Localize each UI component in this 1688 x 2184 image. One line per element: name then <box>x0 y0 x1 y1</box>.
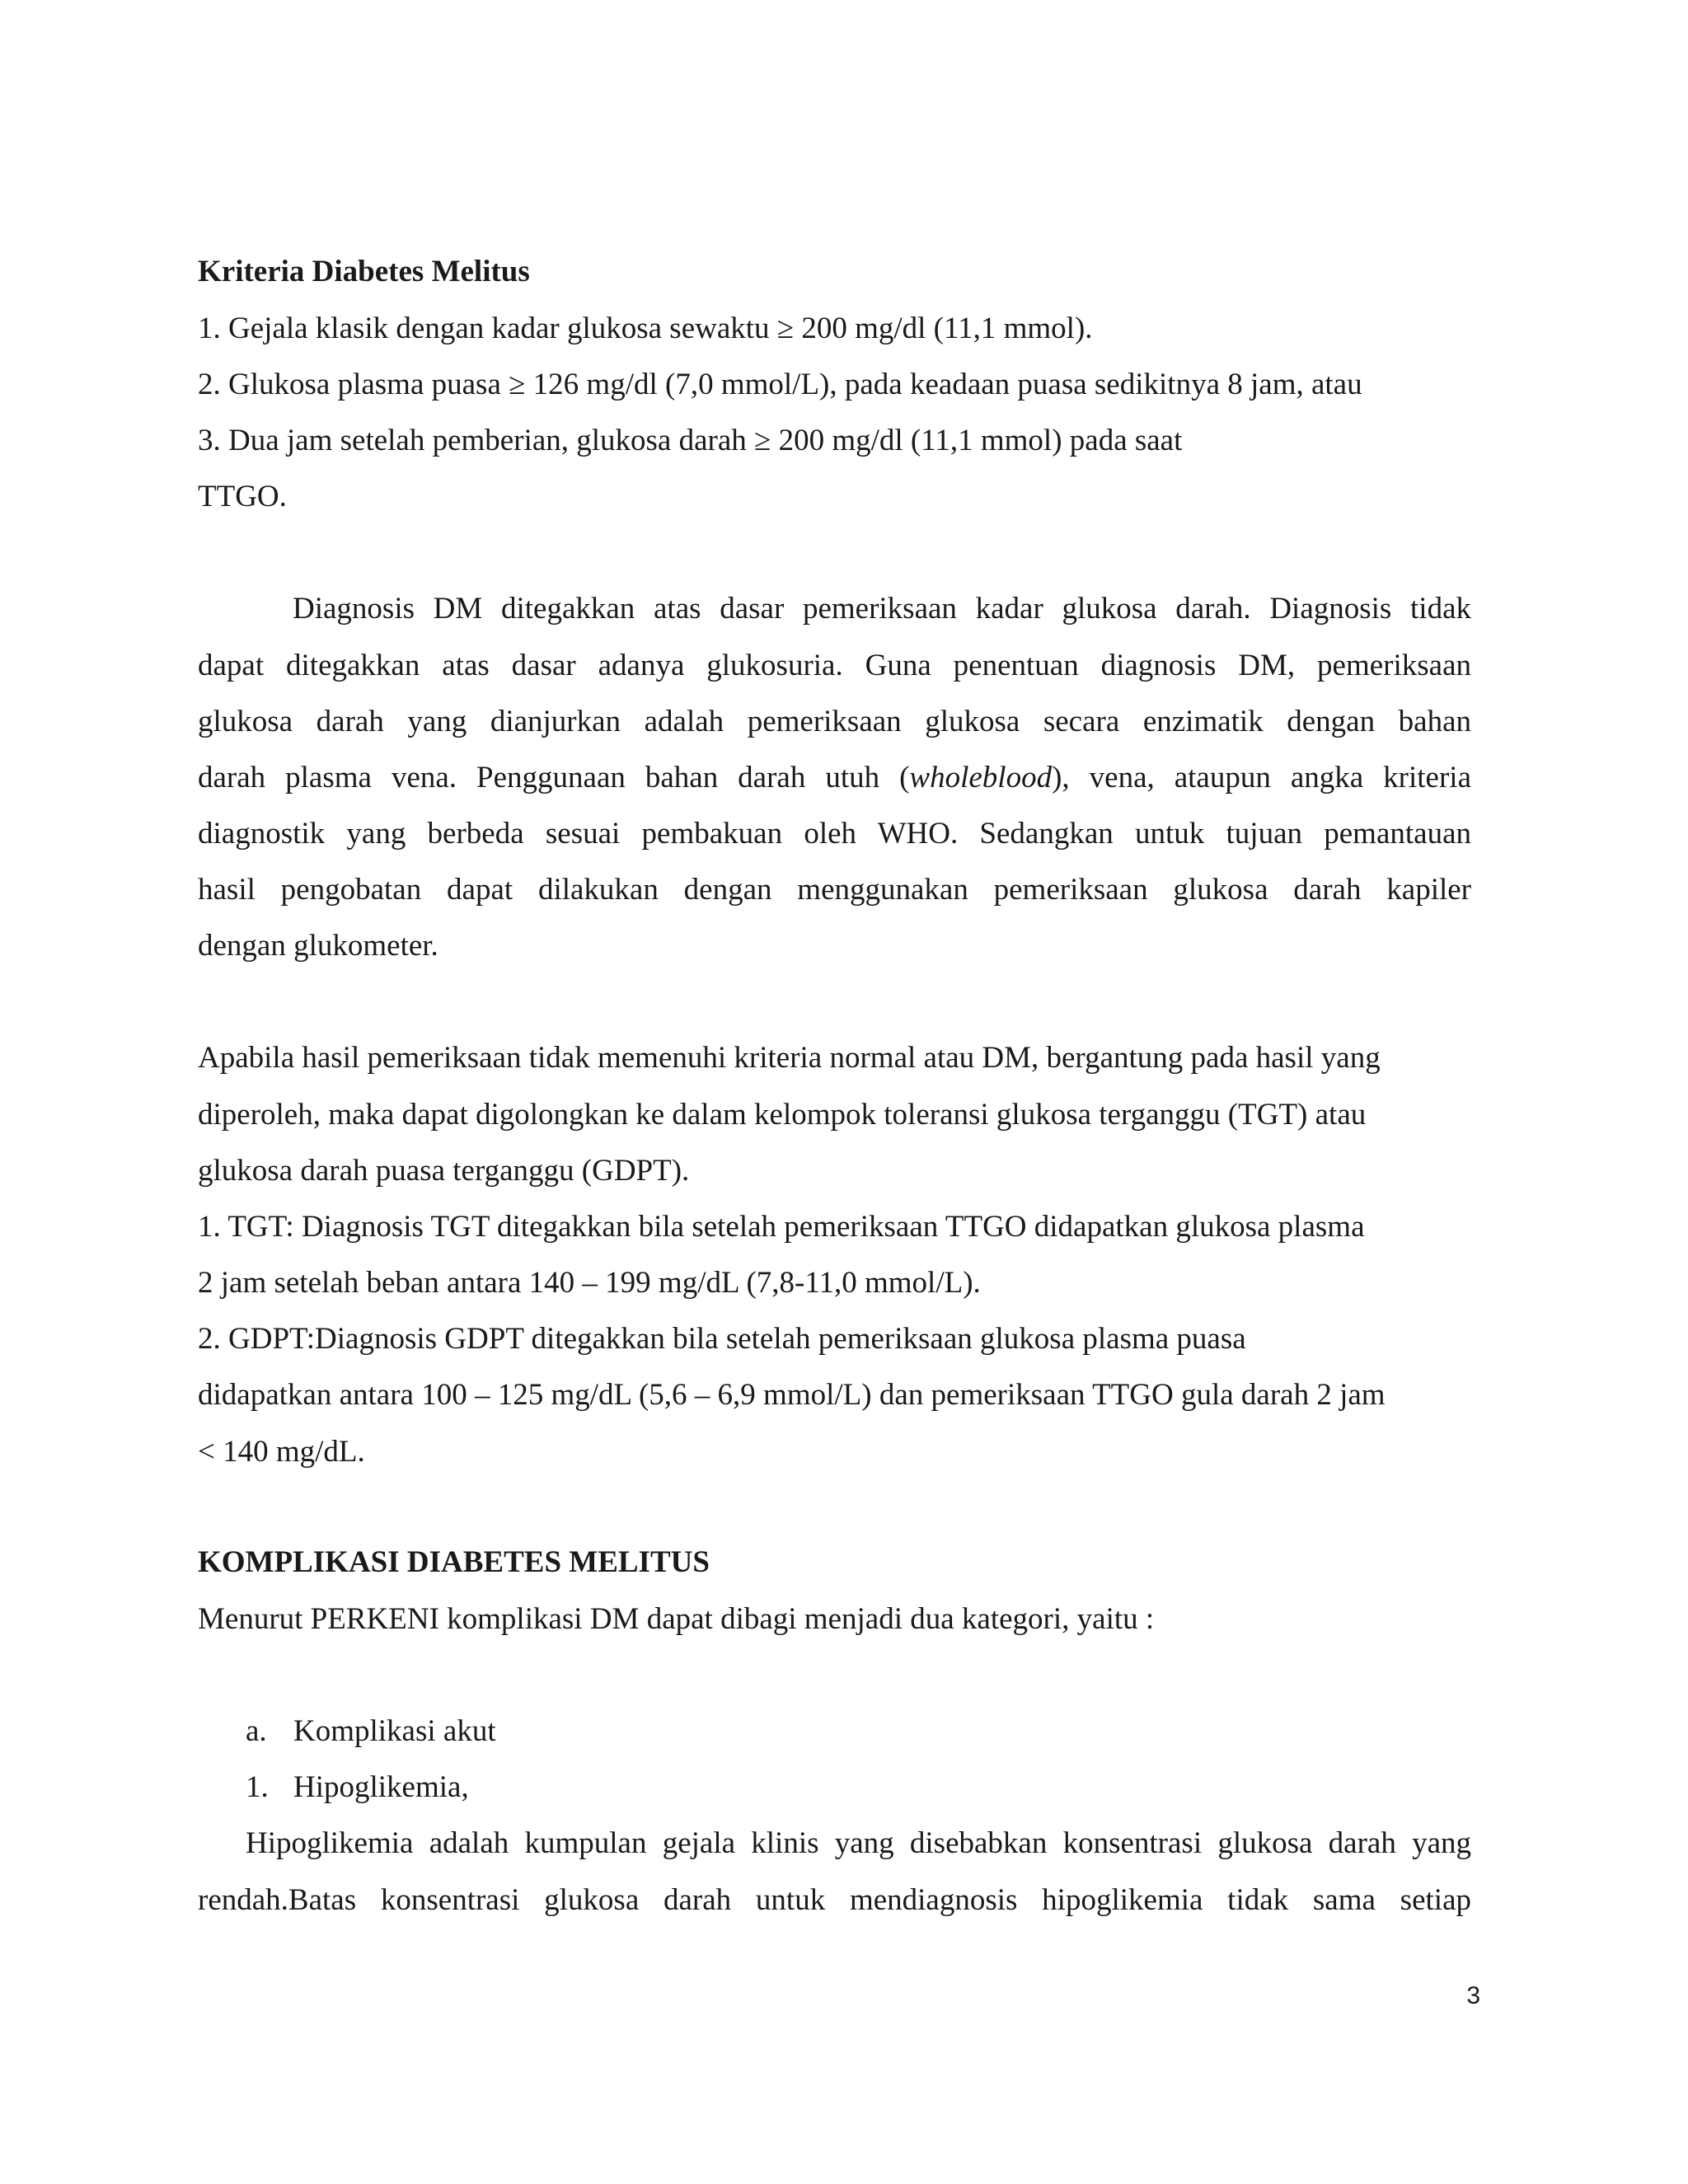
wholeblood-term: wholeblood <box>909 761 1053 794</box>
diagnosis-text: ), vena, ataupun angka kriteria <box>1052 761 1471 794</box>
tgt-item: 1. TGT: Diagnosis TGT ditegakkan bila setelah pemeriksaan TTGO didapatkan glukosa plasma <box>198 1210 1365 1244</box>
gdpt-item: 2. GDPT:Diagnosis GDPT ditegakkan bila setelah pemeriksaan glukosa plasma puasa <box>198 1322 1246 1356</box>
tgt-item-cont: 2 jam setelah beban antara 140 – 199 mg/dL (7,8-11,0 mmol/L). <box>198 1266 981 1300</box>
diagnosis-text: darah plasma vena. Penggunaan bahan darah utuh ( <box>198 761 910 794</box>
gdpt-item-cont: didapatkan antara 100 – 125 mg/dL (5,6 – 6,9 mmol/L) dan pemeriksaan TTGO gula darah 2 jam <box>198 1378 1386 1412</box>
criteria-heading: Kriteria Diabetes Melitus <box>198 255 530 288</box>
criteria-item-2: 2. Glukosa plasma puasa ≥ 126 mg/dl (7,0 mmol/L), pada keadaan puasa sedikitnya 8 jam, atau <box>198 368 1362 401</box>
gdpt-item-cont: < 140 mg/dL. <box>198 1435 365 1469</box>
criteria-item-1: 1. Gejala klasik dengan kadar glukosa sewaktu ≥ 200 mg/dl (11,1 mmol). <box>198 312 1093 345</box>
complications-intro: Menurut PERKENI komplikasi DM dapat dibagi menjadi dua kategori, yaitu : <box>198 1602 1155 1636</box>
tolerance-line: glukosa darah puasa terganggu (GDPT). <box>198 1154 690 1188</box>
diagnosis-line: Diagnosis DM ditegakkan atas dasar pemeriksaan kadar glukosa darah. Diagnosis tidak <box>293 592 1471 626</box>
page-number: 3 <box>1466 1982 1480 2009</box>
diagnosis-line: hasil pengobatan dapat dilakukan dengan menggunakan pemeriksaan glukosa darah kapiler <box>198 873 1471 907</box>
diagnosis-line: glukosa darah yang dianjurkan adalah pemeriksaan glukosa secara enzimatik dengan bahan <box>198 705 1471 738</box>
list-marker-a: a. <box>246 1714 267 1748</box>
tolerance-line: Apabila hasil pemeriksaan tidak memenuhi kriteria normal atau DM, bergantung pada hasil yang <box>198 1041 1381 1075</box>
complications-heading: KOMPLIKASI DIABETES MELITUS <box>198 1545 710 1579</box>
diagnosis-line: dapat ditegakkan atas dasar adanya glukosuria. Guna penentuan diagnosis DM, pemeriksaan <box>198 649 1471 682</box>
acute-complication-item: Komplikasi akut <box>293 1714 496 1748</box>
criteria-item-3-cont: TTGO. <box>198 480 287 513</box>
diagnosis-line <box>198 758 1471 798</box>
list-marker-1: 1. <box>246 1770 269 1804</box>
diagnosis-line: dengan glukometer. <box>198 929 438 963</box>
hypoglycemia-paragraph-line: Hipoglikemia adalah kumpulan gejala klinis yang disebabkan konsentrasi glukosa darah yang <box>246 1826 1471 1860</box>
criteria-item-3: 3. Dua jam setelah pemberian, glukosa darah ≥ 200 mg/dl (11,1 mmol) pada saat <box>198 424 1183 457</box>
hypoglycemia-item: Hipoglikemia, <box>293 1770 469 1804</box>
tolerance-line: diperoleh, maka dapat digolongkan ke dalam kelompok toleransi glukosa terganggu (TGT) atau <box>198 1098 1367 1132</box>
hypoglycemia-paragraph-line: rendah.Batas konsentrasi glukosa darah untuk mendiagnosis hipoglikemia tidak sama setiap <box>198 1883 1471 1917</box>
diagnosis-line: diagnostik yang berbeda sesuai pembakuan oleh WHO. Sedangkan untuk tujuan pemantauan <box>198 817 1471 851</box>
